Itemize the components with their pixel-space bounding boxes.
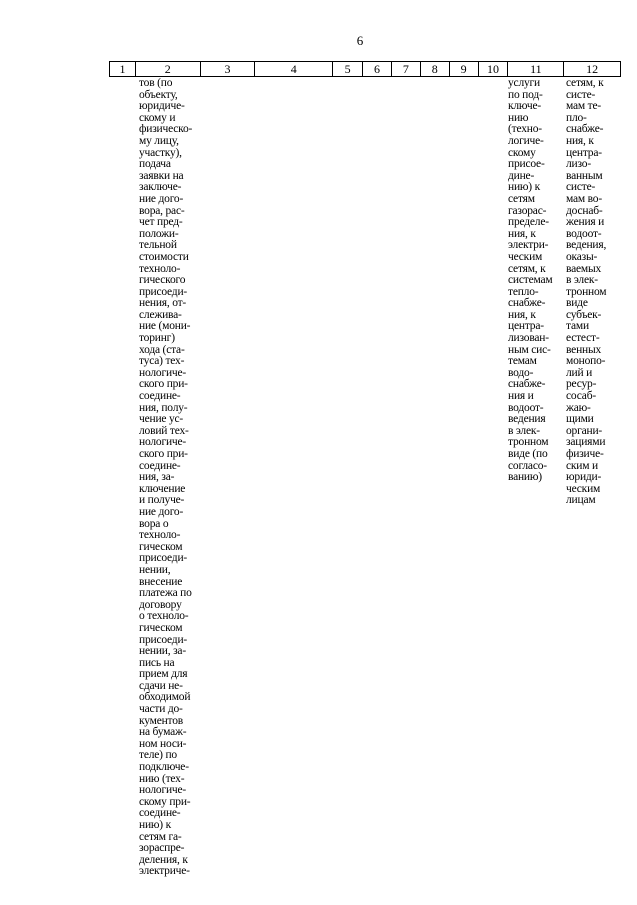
text-line: мам те-: [566, 100, 602, 113]
text-line: виде: [566, 297, 588, 310]
text-line: субъек-: [566, 308, 602, 321]
text-line: зациями: [566, 436, 606, 449]
text-line: сетям, к: [566, 77, 604, 89]
text-line: нологиче-: [139, 366, 187, 379]
text-line: снабже-: [508, 297, 546, 310]
text-line: логиче-: [508, 134, 544, 147]
text-line: хода (ста-: [139, 343, 185, 356]
text-line: электри-: [508, 239, 549, 252]
text-line: тронном: [508, 436, 549, 449]
text-line: в элек-: [508, 424, 540, 437]
text-line: сосаб-: [566, 390, 596, 403]
text-line: физическо-: [139, 123, 193, 136]
text-line: систе-: [566, 88, 596, 101]
text-line: соедине-: [139, 807, 181, 820]
text-line: ние (мони-: [139, 320, 191, 333]
text-line: нологиче-: [139, 784, 187, 797]
text-line: зораспре-: [139, 842, 185, 855]
header-col-1: 1: [110, 62, 136, 76]
text-line: ческим: [508, 250, 543, 263]
text-line: доснаб-: [566, 204, 603, 217]
text-line: жения и: [566, 216, 605, 229]
text-line: нения, от-: [139, 297, 187, 310]
header-col-11: 11: [508, 62, 564, 76]
text-line: тепло-: [508, 285, 539, 298]
text-line: водоот-: [508, 401, 544, 414]
text-line: ского при-: [139, 448, 188, 460]
text-line: лицам: [566, 494, 596, 507]
text-line: снабже-: [508, 378, 546, 391]
text-line: на бумаж-: [139, 726, 187, 739]
text-line: о техноло-: [139, 610, 189, 623]
text-line: обходимой: [139, 691, 191, 704]
text-line: стоимости: [139, 250, 189, 263]
text-line: дине-: [508, 169, 535, 182]
text-line: ского при-: [139, 378, 188, 391]
text-line: гическом: [139, 540, 183, 553]
text-line: вора о: [139, 517, 169, 530]
text-line: скому при-: [139, 795, 191, 808]
text-line: физиче-: [566, 448, 604, 460]
text-line: тами: [566, 320, 589, 333]
text-line: теле) по: [139, 749, 177, 762]
text-line: нию (тех-: [139, 772, 185, 785]
text-line: ресур-: [566, 378, 597, 391]
text-line: заключе-: [139, 181, 182, 194]
text-line: ваемых: [566, 262, 602, 275]
text-line: присое-: [508, 158, 545, 171]
text-line: вора, рас-: [139, 204, 185, 217]
header-col-9: 9: [450, 62, 479, 76]
text-line: присоеди-: [139, 633, 188, 646]
text-line: тельной: [139, 239, 177, 252]
text-line: чение ус-: [139, 413, 184, 426]
header-col-7: 7: [392, 62, 421, 76]
text-line: электриче-: [139, 865, 190, 878]
text-line: юридиче-: [139, 100, 185, 113]
text-line: венных: [566, 343, 602, 356]
text-line: ключение: [139, 482, 186, 495]
text-line: прием для: [139, 668, 188, 681]
text-line: ванным: [566, 169, 603, 182]
text-line: гического: [139, 274, 186, 287]
text-line: ния, к: [508, 308, 536, 321]
header-col-2: 2: [136, 62, 201, 76]
text-line: пределе-: [508, 216, 549, 229]
text-line: ным сис-: [508, 343, 551, 356]
text-line: ном носи-: [139, 737, 187, 750]
header-col-4: 4: [255, 62, 333, 76]
text-line: техноло-: [139, 529, 181, 542]
text-line: лизо-: [566, 158, 591, 171]
text-line: центра-: [508, 320, 544, 333]
text-line: ловий тех-: [139, 424, 189, 437]
table-header-row: [109, 61, 621, 77]
text-line: му лицу,: [139, 134, 179, 147]
header-col-10: 10: [479, 62, 509, 76]
column-2-text: [139, 78, 201, 878]
text-line: пло-: [566, 111, 587, 124]
header-col-3: 3: [201, 62, 256, 76]
text-line: виде (по: [508, 448, 548, 460]
text-line: щими: [566, 413, 594, 426]
text-line: туса) тех-: [139, 355, 185, 368]
text-line: чет пред-: [139, 216, 183, 229]
text-line: заявки на: [139, 169, 184, 182]
text-line: органи-: [566, 424, 603, 437]
text-line: ние дого-: [139, 192, 184, 205]
text-line: ванию): [508, 471, 542, 484]
text-line: и получе-: [139, 494, 185, 507]
text-line: мам во-: [566, 192, 602, 205]
text-line: торинг): [139, 332, 175, 345]
text-line: договору: [139, 598, 182, 611]
text-line: ния, полу-: [139, 401, 188, 414]
text-line: системам: [508, 274, 553, 287]
text-line: в элек-: [566, 274, 598, 287]
text-line: лизован-: [508, 332, 549, 345]
text-line: соедине-: [139, 390, 181, 403]
text-line: ния и: [508, 390, 534, 403]
text-line: сдачи не-: [139, 679, 183, 692]
column-12-text: [566, 78, 622, 507]
text-line: нении, за-: [139, 645, 186, 658]
text-line: соедине-: [139, 459, 181, 472]
text-line: нию: [508, 111, 529, 124]
text-line: слежива-: [139, 308, 182, 321]
text-line: присоеди-: [139, 285, 188, 298]
text-line: ния, к: [566, 134, 594, 147]
text-line: ния, за-: [139, 471, 175, 484]
text-line: ведения,: [566, 239, 607, 252]
page-number: 6: [356, 33, 364, 48]
text-line: ским и: [566, 459, 598, 472]
text-line: по под-: [508, 88, 543, 101]
header-col-5: 5: [333, 62, 363, 76]
text-line: объекту,: [139, 88, 178, 101]
text-line: услуги: [508, 77, 541, 89]
text-line: согласо-: [508, 459, 547, 472]
text-line: нию) к: [508, 181, 540, 194]
text-line: оказы-: [566, 250, 598, 263]
text-line: деления, к: [139, 853, 188, 866]
text-line: техноло-: [139, 262, 181, 275]
text-line: сетям: [508, 192, 535, 205]
text-line: естест-: [566, 332, 600, 345]
text-line: ведения: [508, 413, 546, 426]
text-line: центра-: [566, 146, 602, 159]
text-line: систе-: [566, 181, 596, 194]
text-line: нологиче-: [139, 436, 187, 449]
text-line: сетям, к: [508, 262, 546, 275]
text-line: участку),: [139, 146, 182, 159]
text-line: части до-: [139, 703, 183, 716]
text-line: нию) к: [139, 819, 171, 831]
text-line: подключе-: [139, 761, 189, 774]
text-line: (техно-: [508, 123, 542, 136]
header-col-6: 6: [363, 62, 392, 76]
text-line: ния, к: [508, 227, 536, 240]
text-line: лий и: [566, 366, 593, 379]
text-line: подача: [139, 158, 171, 171]
text-line: снабже-: [566, 123, 604, 136]
text-line: юриди-: [566, 471, 602, 484]
header-col-8: 8: [421, 62, 450, 76]
text-line: положи-: [139, 227, 179, 240]
column-11-text: [508, 78, 564, 484]
text-line: жаю-: [566, 401, 591, 414]
text-line: нении,: [139, 563, 171, 576]
text-line: присоеди-: [139, 552, 188, 565]
text-line: внесение: [139, 575, 183, 588]
text-line: тов (по: [139, 77, 173, 89]
text-line: газорас-: [508, 204, 547, 217]
text-line: темам: [508, 355, 537, 368]
header-col-12: 12: [586, 62, 599, 76]
text-line: водо-: [508, 366, 534, 379]
text-line: монопо-: [566, 355, 606, 368]
text-line: тронном: [566, 285, 607, 298]
text-line: пись на: [139, 656, 175, 669]
text-line: ческим: [566, 482, 601, 495]
text-line: сетям га-: [139, 830, 182, 843]
text-line: гическом: [139, 621, 183, 634]
text-line: платежа по: [139, 587, 192, 600]
text-line: ключе-: [508, 100, 541, 113]
text-line: ние дого-: [139, 505, 184, 518]
text-line: скому и: [139, 111, 176, 124]
text-line: кументов: [139, 714, 184, 727]
text-line: водоот-: [566, 227, 602, 240]
text-line: скому: [508, 146, 536, 159]
